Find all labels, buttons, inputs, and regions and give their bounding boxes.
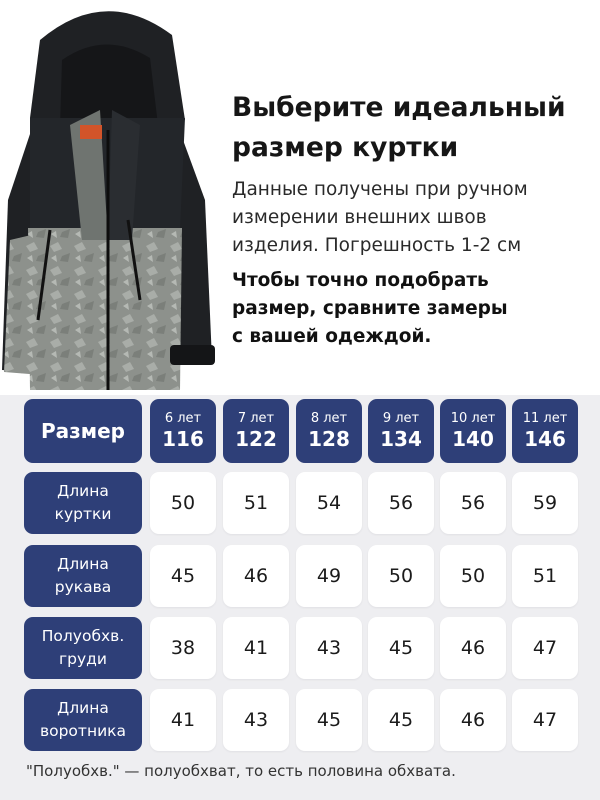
measurement-value-cell xyxy=(296,689,362,751)
column-age: 9 лет xyxy=(382,410,420,426)
jacket-image xyxy=(0,0,225,395)
measurement-label-cell xyxy=(24,472,142,534)
measurement-label-line: Длина xyxy=(57,555,109,573)
column-age: 10 лет xyxy=(450,410,496,426)
measurement-label-cell xyxy=(24,545,142,607)
size-column-header xyxy=(440,399,506,463)
measurement-value: 50 xyxy=(388,565,414,587)
measurement-value: 51 xyxy=(532,565,558,587)
measurement-value: 47 xyxy=(532,637,558,659)
size-header-label: Размер xyxy=(40,419,125,443)
title-line: Выберите идеальный xyxy=(232,92,566,123)
column-size: 128 xyxy=(308,427,350,452)
measurement-value: 45 xyxy=(388,637,414,659)
measurement-value-cell xyxy=(368,472,434,534)
measurement-value: 51 xyxy=(243,492,269,514)
title-line: размер куртки xyxy=(232,132,459,163)
measurement-value: 47 xyxy=(532,709,558,731)
measurement-value-cell xyxy=(296,472,362,534)
measurement-value-cell xyxy=(368,617,434,679)
measurement-value-cell xyxy=(150,545,216,607)
description-line: Данные получены при ручном xyxy=(232,179,528,200)
measurement-value: 46 xyxy=(460,709,486,731)
measurement-label-cell xyxy=(24,689,142,751)
measurement-label-line: Полуобхв. xyxy=(41,627,125,645)
measurement-value-cell xyxy=(512,472,578,534)
measurement-value-cell xyxy=(296,617,362,679)
size-column-header xyxy=(368,399,434,463)
measurement-value: 43 xyxy=(316,637,342,659)
measurement-value: 41 xyxy=(243,637,269,659)
advice-line: Чтобы точно подобрать xyxy=(232,270,489,291)
measurement-value: 46 xyxy=(243,565,269,587)
measurement-value-cell xyxy=(150,472,216,534)
measurement-value-cell xyxy=(223,472,289,534)
measurement-value: 45 xyxy=(388,709,414,731)
measurement-value-cell xyxy=(150,689,216,751)
measurement-value-cell xyxy=(368,689,434,751)
measurement-value-cell xyxy=(223,545,289,607)
measurement-value: 56 xyxy=(460,492,486,514)
measurement-label-line: Длина xyxy=(57,699,109,717)
column-size: 134 xyxy=(380,427,422,452)
column-size: 122 xyxy=(235,427,277,452)
measurement-value-cell xyxy=(150,617,216,679)
measurement-value: 50 xyxy=(170,492,196,514)
measurement-value-cell xyxy=(440,545,506,607)
measurement-value-cell xyxy=(296,545,362,607)
measurement-value-cell xyxy=(440,617,506,679)
column-size: 140 xyxy=(452,427,494,452)
description-line: измерении внешних швов xyxy=(232,207,487,228)
measurement-value-cell xyxy=(512,617,578,679)
column-age: 7 лет xyxy=(237,410,275,426)
measurement-label-line: воротника xyxy=(39,722,127,740)
measurement-value-cell xyxy=(512,689,578,751)
measurement-label-line: Длина xyxy=(57,482,109,500)
hero-section xyxy=(0,0,600,395)
size-column-header xyxy=(512,399,578,463)
measurement-label-cell xyxy=(24,617,142,679)
measurement-value: 45 xyxy=(170,565,196,587)
measurement-value-cell xyxy=(368,545,434,607)
measurement-value: 46 xyxy=(460,637,486,659)
page-title xyxy=(232,88,592,168)
column-size: 146 xyxy=(524,427,566,452)
column-age: 6 лет xyxy=(164,410,202,426)
fit-advice xyxy=(232,267,592,351)
size-column-header xyxy=(223,399,289,463)
measurement-value-cell xyxy=(440,689,506,751)
advice-line: с вашей одеждой. xyxy=(232,326,432,347)
measurement-value-cell xyxy=(512,545,578,607)
measurement-value-cell xyxy=(223,617,289,679)
measurement-value: 41 xyxy=(170,709,196,731)
description xyxy=(232,176,592,260)
column-size: 116 xyxy=(162,427,204,452)
size-header-cell xyxy=(24,399,142,463)
measurement-value-cell xyxy=(223,689,289,751)
measurement-value: 45 xyxy=(316,709,342,731)
size-column-header xyxy=(296,399,362,463)
measurement-value: 49 xyxy=(316,565,342,587)
measurement-value: 50 xyxy=(460,565,486,587)
measurement-value: 43 xyxy=(243,709,269,731)
column-age: 8 лет xyxy=(310,410,348,426)
footnote: "Полуобхв." — полуобхват, то есть половина обхвата. xyxy=(26,762,456,780)
measurement-value: 54 xyxy=(316,492,342,514)
measurement-value: 59 xyxy=(532,492,558,514)
measurement-label-line: груди xyxy=(59,650,107,668)
measurement-value: 38 xyxy=(170,637,196,659)
measurement-label-line: рукава xyxy=(54,578,112,596)
size-column-header xyxy=(150,399,216,463)
column-age: 11 лет xyxy=(522,410,568,426)
measurement-value-cell xyxy=(440,472,506,534)
measurement-value: 56 xyxy=(388,492,414,514)
description-line: изделия. Погрешность 1-2 см xyxy=(232,235,522,256)
advice-line: размер, сравните замеры xyxy=(232,298,508,319)
measurement-label-line: куртки xyxy=(54,505,112,523)
